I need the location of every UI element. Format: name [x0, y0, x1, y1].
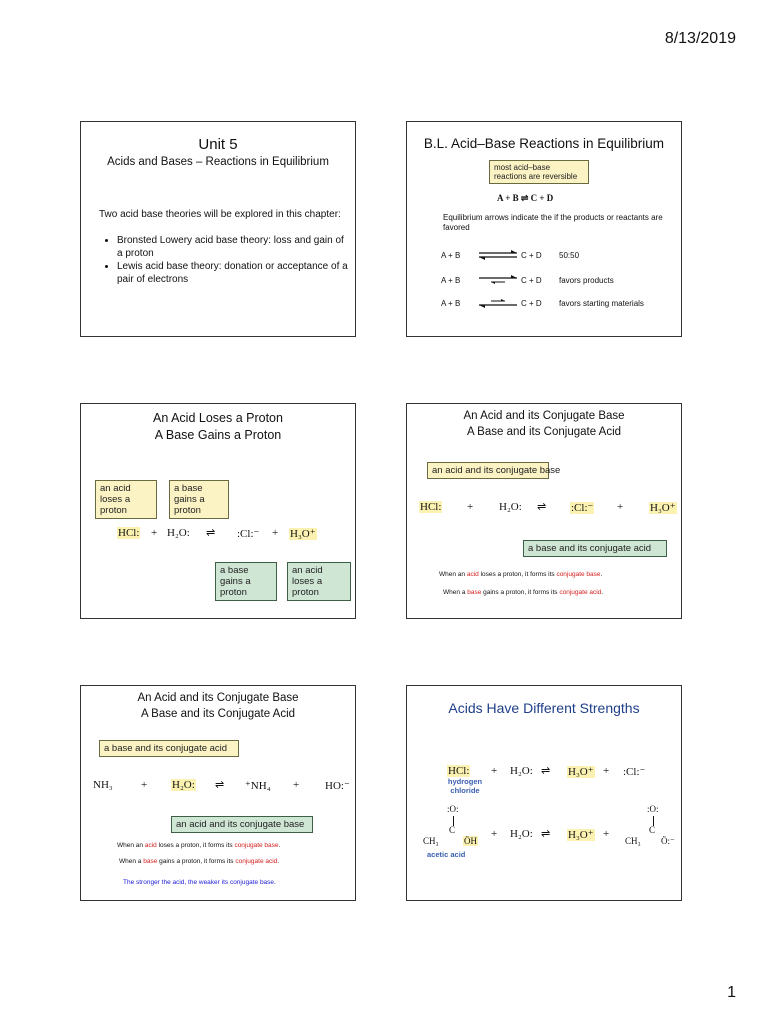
eq-row-right: C + D	[521, 276, 542, 285]
plus-sign: +	[491, 828, 498, 840]
slide-acid-strengths	[406, 685, 682, 901]
species-h2o: H₂O:	[172, 779, 195, 791]
acetic-acid-oh: ÖH	[464, 836, 477, 846]
eq-row-left: A + B	[441, 251, 461, 260]
equilibrium-arrow: ⇌	[541, 765, 551, 777]
acetic-acid-c: C	[449, 825, 456, 835]
callout-base-conjugate-acid: a base and its conjugate acid	[99, 740, 239, 757]
slide-title-line1: An Acid and its Conjugate Base	[137, 692, 299, 704]
label-hydrogen-chloride: hydrogen chloride	[447, 777, 483, 795]
slide-title-line2: A Base and its Conjugate Acid	[140, 708, 296, 720]
slide-title-line1: An Acid and its Conjugate Base	[463, 410, 625, 422]
slide-title-line2: A Base Gains a Proton	[154, 428, 282, 442]
equation-general: A + B ⇌ C + D	[497, 193, 554, 203]
species-hcl: HCl:	[420, 501, 442, 513]
sentence-strength: The stronger the acid, the weaker its conjugate base.	[123, 879, 276, 886]
slide-bullets	[99, 234, 349, 286]
slide-unit-5	[80, 121, 356, 337]
plus-sign: +	[491, 765, 498, 777]
eq-row-left: A + B	[441, 276, 461, 285]
page-number: 1	[727, 984, 736, 1001]
equilibrium-arrow: ⇌	[215, 779, 225, 791]
species-h2o: H₂O:	[499, 501, 522, 513]
slide-title: Acids Have Different Strengths	[448, 700, 640, 716]
species-h3o: H₃O⁺	[650, 502, 676, 514]
plus-sign: +	[141, 779, 148, 791]
species-cl: :Cl:⁻	[237, 528, 260, 540]
equilibrium-arrow-icon	[477, 274, 519, 286]
species-h2o: H₂O:	[167, 527, 190, 539]
acetate-c: C	[649, 825, 656, 835]
plus-sign: +	[603, 828, 610, 840]
eq-row-right: C + D	[521, 299, 542, 308]
acetate-o-minus: Ö:⁻	[661, 836, 675, 846]
acetic-acid-o: :O:	[447, 804, 459, 814]
slide-title-line2: A Base and its Conjugate Acid	[466, 426, 622, 438]
species-h2o: H₂O:	[510, 765, 533, 777]
equilibrium-arrow-icon	[477, 249, 519, 261]
equilibrium-arrow: ⇌	[206, 527, 216, 539]
slide-title: Unit 5	[198, 136, 238, 153]
callout-base-gains: a base gains a proton	[169, 480, 229, 519]
plus-sign: +	[272, 527, 279, 539]
species-h3o: H₃O⁺	[568, 829, 594, 841]
sentence-base: When a base gains a proton, it forms its conjugate acid.	[119, 858, 280, 865]
species-cl: :Cl:⁻	[571, 502, 594, 514]
equilibrium-arrow: ⇌	[537, 501, 547, 513]
species-hcl: HCl:	[118, 527, 140, 539]
slide-bl-equilibrium	[406, 121, 682, 337]
sentence-acid: When an acid loses a proton, it forms its conjugate base.	[439, 571, 603, 578]
slide-conjugate-pairs-nh3	[80, 685, 356, 901]
callout-acid-conjugate-base: an acid and its conjugate base	[427, 462, 549, 479]
bullet-item: • Bronsted Lowery acid base theory: loss and gain of a proton	[117, 234, 349, 260]
callout-base-conjugate-acid: a base and its conjugate acid	[523, 540, 667, 557]
acetic-acid-ch3: CH₃	[423, 836, 439, 846]
species-hcl: HCl:	[448, 765, 470, 777]
slide-acid-loses-proton	[80, 403, 356, 619]
eq-row-right: C + D	[521, 251, 542, 260]
slide-subtitle: Acids and Bases – Reactions in Equilibrium	[107, 156, 329, 168]
species-ho: HO:⁻	[325, 780, 350, 792]
equilibrium-arrow-icon	[477, 297, 519, 309]
equilibrium-arrow: ⇌	[541, 828, 551, 840]
slide-title: B.L. Acid–Base Reactions in Equilibrium	[423, 136, 665, 151]
bullet-item: • Lewis acid base theory: donation or acceptance of a pair of electrons	[117, 260, 349, 286]
plus-sign: +	[617, 501, 624, 513]
plus-sign: +	[467, 501, 474, 513]
callout-acid-loses: an acid loses a proton	[95, 480, 157, 519]
callout-acid-loses-bottom: an acid loses a proton	[287, 562, 351, 601]
sentence-base: When a base gains a proton, it forms its conjugate acid.	[443, 589, 604, 596]
eq-row-label: 50:50	[559, 251, 580, 260]
plus-sign: +	[293, 779, 300, 791]
equilibrium-note: Equilibrium arrows indicate the if the products or reactants are favored	[443, 213, 663, 232]
page-date: 8/13/2019	[664, 30, 736, 47]
eq-row-left: A + B	[441, 299, 461, 308]
callout-base-gains-bottom: a base gains a proton	[215, 562, 277, 601]
species-nh4: ⁺NH₄	[245, 780, 271, 792]
slide-title-line1: An Acid Loses a Proton	[153, 411, 283, 425]
slide-conjugate-pairs-hcl	[406, 403, 682, 619]
species-nh3: NH₃	[93, 779, 113, 791]
plus-sign: +	[603, 765, 610, 777]
species-cl: :Cl:⁻	[623, 766, 646, 778]
species-h3o: H₃O⁺	[290, 528, 316, 540]
sentence-acid: When an acid loses a proton, it forms its conjugate base.	[117, 842, 281, 849]
eq-row-label: favors products	[559, 276, 614, 285]
species-h2o: H₂O:	[510, 828, 533, 840]
label-acetic-acid: acetic acid	[427, 850, 466, 859]
acetate-ch3: CH₃	[625, 836, 641, 846]
acetate-o: :O:	[647, 804, 659, 814]
callout-acid-conjugate-base: an acid and its conjugate base	[171, 816, 313, 833]
plus-sign: +	[151, 527, 158, 539]
callout-reversible: most acid–base reactions are reversible	[489, 160, 589, 184]
eq-row-label: favors starting materials	[559, 299, 644, 308]
species-h3o: H₃O⁺	[568, 766, 594, 778]
slide-intro: Two acid base theories will be explored in this chapter:	[99, 209, 341, 220]
